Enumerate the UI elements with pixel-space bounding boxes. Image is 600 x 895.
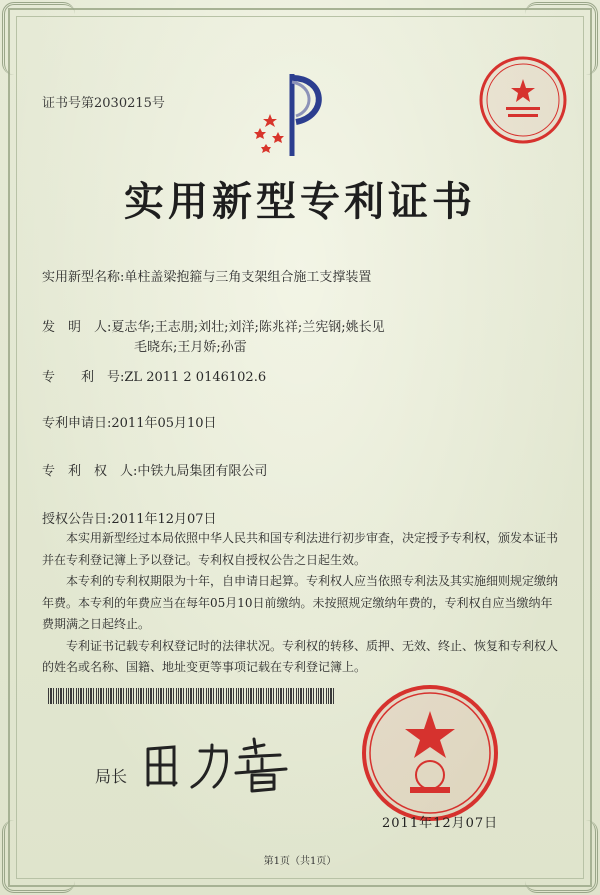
field-value: 夏志华;王志朋;刘壮;刘洋;陈兆祥;兰宪钢;姚长见 <box>111 320 385 335</box>
director-label: 局长 <box>95 767 128 786</box>
corner-ornament <box>2 2 75 75</box>
field-value: 2011年12月07日 <box>111 512 217 527</box>
field-value: ZL 2011 2 0146102.6 <box>124 370 267 385</box>
certificate-body <box>42 528 562 679</box>
body-paragraph: 本专利的专利权期限为十年，自申请日起算。专利权人应当依照专利法及其实施细则规定缴纳年费。本专利的年费应当在每年05月10日前缴纳。未按照规定缴纳年费的，专利权自应当缴纳年费期满之日起终止。 <box>42 574 559 631</box>
inventors-line2: 毛晓东;王月娇;孙雷 <box>134 340 247 355</box>
national-ip-office-seal <box>360 683 500 823</box>
issue-date: 2011年12月07日 <box>382 816 499 831</box>
page-number: 第1页（共1页） <box>263 856 337 867</box>
certificate-title: 实用新型专利证书 <box>124 178 476 225</box>
field-label: 授权公告日: <box>42 512 112 527</box>
filing-date <box>42 412 217 431</box>
barcode <box>48 688 334 704</box>
field-label: 专利申请日: <box>42 416 112 431</box>
patent-office-logo-icon <box>248 70 336 160</box>
patent-number <box>42 366 266 385</box>
field-value: 中铁九局集团有限公司 <box>137 464 268 479</box>
director-signature <box>140 735 300 795</box>
body-paragraph: 专利证书记载专利权登记时的法律状况。专利权的转移、质押、无效、终止、恢复和专利权人的姓名或名称、国籍、地址变更等事项记载在专利登记簿上。 <box>42 638 559 674</box>
field-label: 发 明 人: <box>42 320 112 335</box>
field-label: 专 利 号: <box>42 370 125 385</box>
body-paragraph: 本实用新型经过本局依照中华人民共和国专利法进行初步审查，决定授予专利权，颁发本证书并在专利登记簿上予以登记。专利权自授权公告之日起生效。 <box>42 531 559 567</box>
inventors <box>42 316 385 335</box>
utility-model-name <box>42 266 371 285</box>
field-value: 2011年05月10日 <box>111 416 217 431</box>
field-label: 实用新型名称: <box>42 270 125 285</box>
patent-holder <box>42 460 267 479</box>
certificate-number: 证书号第2030215号 <box>42 96 165 111</box>
field-value: 单柱盖梁抱箍与三角支架组合施工支撑装置 <box>124 270 372 285</box>
field-label: 专 利 权 人: <box>42 464 138 479</box>
patent-agency-seal <box>478 55 568 145</box>
grant-date <box>42 508 217 527</box>
